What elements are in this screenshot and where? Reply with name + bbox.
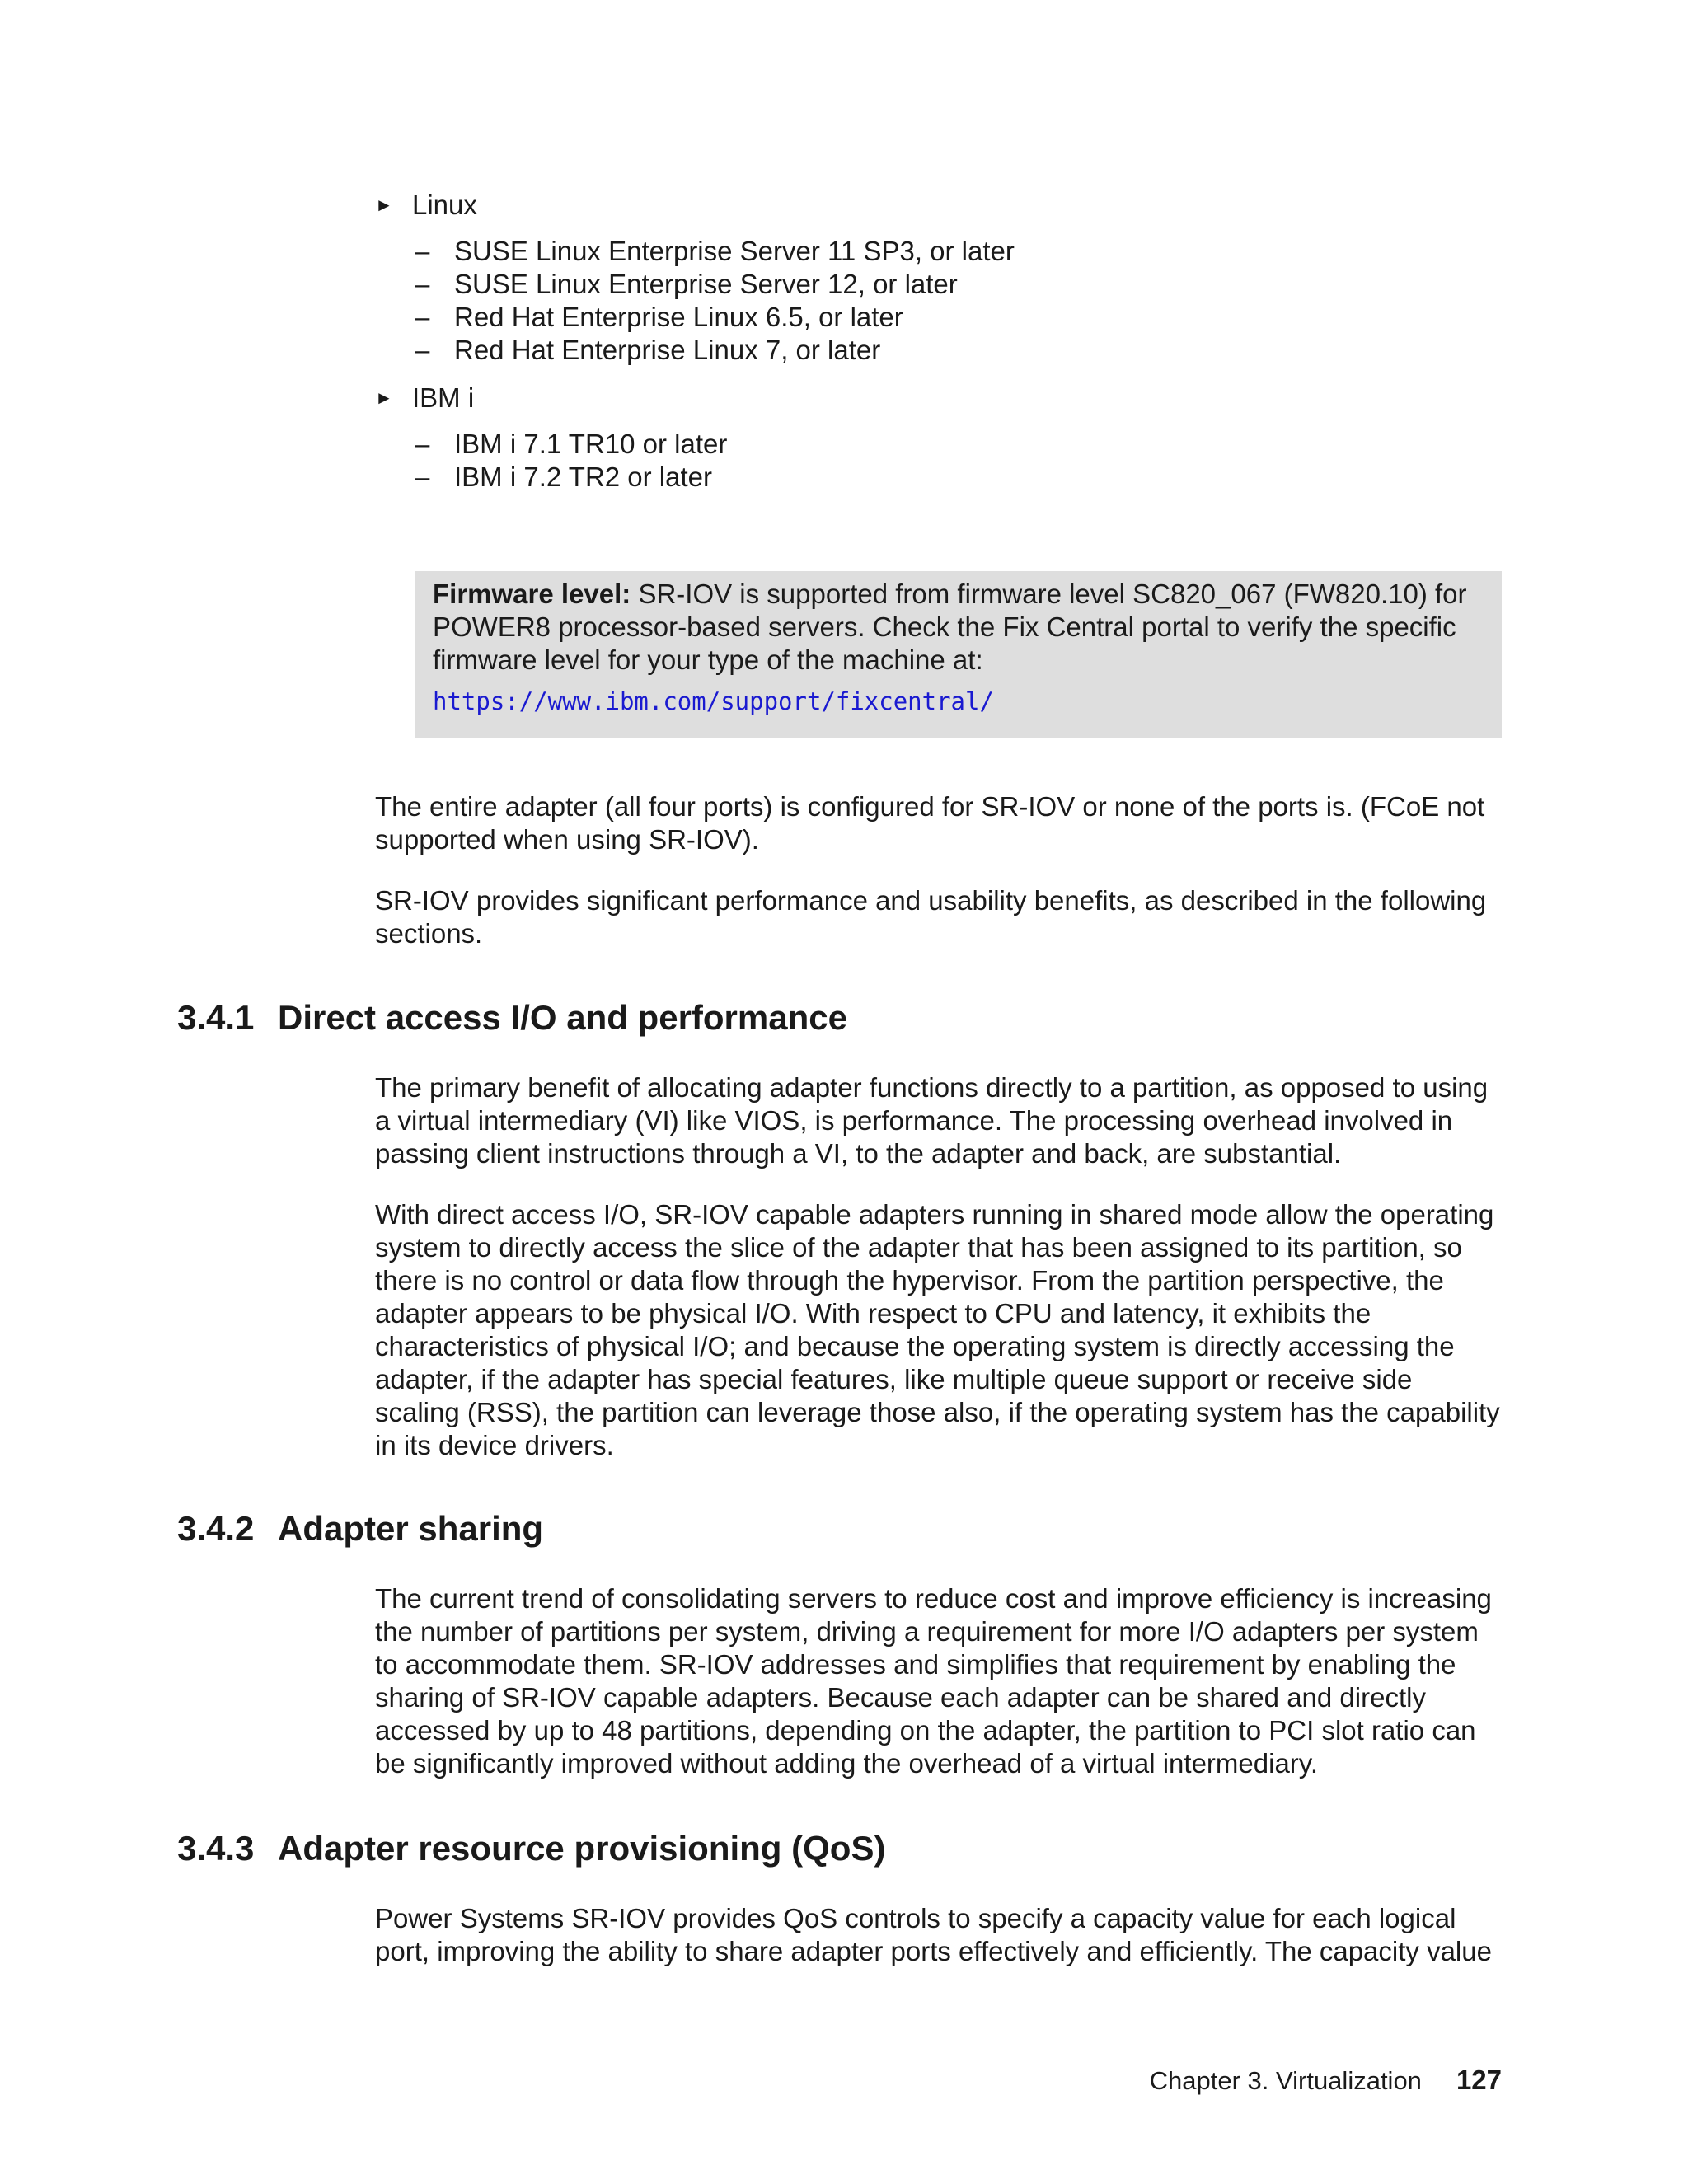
linux-version-list [415,235,1015,367]
page-number: 127 [1456,2064,1502,2095]
note-body: SR-IOV is supported from firmware level SC820_067 (FW820.10) for POWER8 processor-based servers. Check the Fix Central portal to verify the specific firmware level for your type of the machine at: [433,579,1467,675]
list-item: – SUSE Linux Enterprise Server 11 SP3, or later [415,236,1015,266]
bullet-triangle-icon: ► [375,387,393,408]
body-paragraph: The entire adapter (all four ports) is configured for SR-IOV or none of the ports is. (FCoE not supported when using SR-IOV). [375,791,1485,855]
body-paragraph: SR-IOV provides significant performance and usability benefits, as described in the following sections. [375,885,1487,949]
section-heading: 3.4.2 Adapter sharing [177,1509,544,1548]
body-paragraph: The current trend of consolidating servers to reduce cost and improve efficiency is increasing the number of partitions per system, driving a requirement for more I/O adapters per system to accommodate them. SR-IOV addresses and simplifies that requirement by enabling the sharing of SR-IOV capable adapters. Because each adapter can be shared and directly accessed by up to 48 partitions, depending on the adapter, the partition to PCI slot ratio can be significantly improved without adding the overhead of a virtual intermediary. [375,1583,1492,1779]
list-item: – Red Hat Enterprise Linux 7, or later [415,335,881,365]
list-item: – IBM i 7.2 TR2 or later [415,462,713,492]
bullet-triangle-icon: ► [375,194,393,215]
note-label: Firmware level: [433,579,631,609]
chapter-title: Chapter 3. Virtualization [1149,2066,1422,2095]
list-item: – Red Hat Enterprise Linux 6.5, or later [415,302,903,332]
ibmi-version-list [415,428,727,494]
list-item: – SUSE Linux Enterprise Server 12, or later [415,269,958,299]
section-heading: 3.4.1 Direct access I/O and performance [177,998,847,1037]
firmware-note-box [415,571,1502,738]
os-name: Linux [412,190,477,220]
fix-central-link[interactable]: https://www.ibm.com/support/fixcentral/ [433,687,994,715]
page-footer [1150,2064,1502,2097]
body-paragraph: Power Systems SR-IOV provides QoS controls to specify a capacity value for each logical port, improving the ability to share adapter ports effectively and efficiently. The capacity value [375,1903,1492,1966]
section-heading: 3.4.3 Adapter resource provisioning (QoS) [177,1829,886,1868]
body-paragraph: With direct access I/O, SR-IOV capable adapters running in shared mode allow the operating system to directly access the slice of the adapter that has been assigned to its partition, so there is no control or data flow through the hypervisor. From the partition perspective, the adapter appears to be physical I/O. With respect to CPU and latency, it exhibits the characteristics of physical I/O; and because the operating system is directly accessing the adapter, if the adapter has special features, like multiple queue support or receive side scaling (RSS), the partition can leverage those also, if the operating system has the capability in its device drivers. [375,1199,1500,1460]
body-paragraph: The primary benefit of allocating adapter functions directly to a partition, as opposed to using a virtual intermediary (VI) like VIOS, is performance. The processing overhead involved in passing client instructions through a VI, to the adapter and back, are substantial. [375,1072,1489,1169]
os-name: IBM i [412,382,475,413]
list-item: – IBM i 7.1 TR10 or later [415,429,728,459]
note-text [433,578,1484,677]
